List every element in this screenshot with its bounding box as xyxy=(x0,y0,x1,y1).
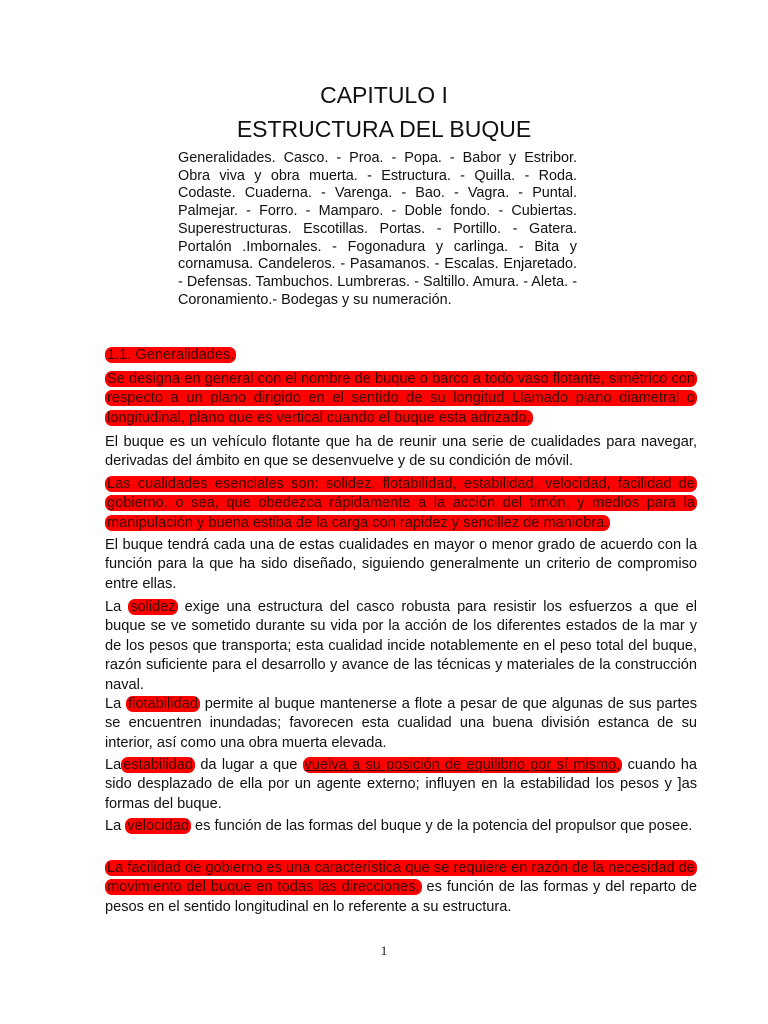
highlighted-text: Se designa en general con el nombre de buque o barco a todo vaso flotante, simétrico con respecto a un plano dirigido en el sentido de su longitud Llamado plano diametral o longitudinal, plano que es vertical cuando el buque esta adrizado. xyxy=(107,371,695,426)
highlighted-heading: 1.1. Generalidades. xyxy=(107,347,235,363)
text-run: exige una estructura del casco robusta para resistir los esfuerzos a que el buque se ve sometido durante su vida por la acción de los diferentes estados de la mar y de los pesos que transporta; esta cualidad incide notablemente en el peso total del buque, razón suficiente para el desarrollo y avance de las técnicas y materiales de la construcción naval. xyxy=(105,599,697,693)
paragraph-qualities xyxy=(105,475,697,533)
highlighted-term: velocidad xyxy=(127,818,189,834)
page-number: 1 xyxy=(380,943,388,958)
highlighted-term: estabilidad xyxy=(123,757,194,773)
highlighted-text: Las cualidades esenciales son: solidez, flotabilidad, estabilidad, velocidad, facilidad de gobierno, o sea, que obedezca rápidamente a la acción del timón, y medios para la manipulación y buena estiba de la carga con rapidez y sencillez de maniobra. xyxy=(107,476,695,531)
highlighted-term: solidez xyxy=(130,599,176,615)
text-run: La xyxy=(105,818,122,834)
paragraph-compromise: El buque tendrá cada una de estas cualidades en mayor o menor grado de acuerdo con la función para la que ha sido diseñado, siguiendo generalmente un criterio de compromiso entre ellas. xyxy=(105,537,697,592)
text-run: La xyxy=(105,696,122,712)
paragraph-flotabilidad xyxy=(105,695,697,753)
chapter-summary: Generalidades. Casco. - Proa. - Popa. - Babor y Estribor. Obra viva y obra muerta. - Estructura. - Quilla. - Roda. Codaste. Cuaderna. - Varenga. - Bao. - Vagra. - Puntal. Palmejar. - Forro. - Mamparo. - Doble fondo. - Cubiertas. Superestructuras. Escotillas. Portas. - Portillo. - Gatera. Portalón .Imbornales. - Fogonadura y carlinga. - Bita y cornamusa. Candeleros. - Pasamanos. - Escalas. Enjaretado. - Defensas. Tambuchos. Lumbreras. - Saltillo. Amura. - Aleta. - Coronamiento.- Bodegas y su numeración. xyxy=(178,150,577,308)
paragraph-definition xyxy=(105,370,697,428)
text-run: La xyxy=(105,757,122,773)
text-run: cuando ha sido desplazado de ella por un agente externo; influyen en la estabilidad los pesos y ]as formas del buque. xyxy=(105,757,697,812)
highlighted-term: flotabilidad xyxy=(128,696,198,712)
highlighted-phrase: vuelva a su posición de equilibrio por sí mismo, xyxy=(304,757,621,773)
section-heading xyxy=(105,346,697,365)
highlighted-text: La facilidad de gobierno es una característica que se requiere en razón de la necesidad de movimiento del buque en todas las direcciones, xyxy=(107,860,695,896)
paragraph-gobierno xyxy=(105,859,697,917)
text-run: es función de las formas y del reparto de pesos en el sentido longitudinal en lo referente a su estructura. xyxy=(105,879,697,915)
text-run: permite al buque mantenerse a flote a pesar de que algunas de sus partes se encuentren inundadas; favorecen esta cualidad una buena división estanca de su interior, así como una obra muerta elevada. xyxy=(105,696,697,751)
paragraph-solidez xyxy=(105,598,697,695)
paragraph-velocidad xyxy=(105,817,697,836)
page-title: ESTRUCTURA DEL BUQUE xyxy=(236,116,532,142)
text-run: da lugar a que xyxy=(200,757,298,773)
text-run: La xyxy=(105,599,122,615)
text-run: es función de las formas del buque y de la potencia del propulsor que posee. xyxy=(195,818,693,834)
paragraph-estabilidad xyxy=(105,756,697,814)
chapter-title: CAPITULO I xyxy=(320,82,448,108)
paragraph-vehicle: El buque es un vehículo flotante que ha de reunir una serie de cualidades para navegar, derivadas del ámbito en que se desenvuelve y de su condición de móvil. xyxy=(105,434,697,470)
